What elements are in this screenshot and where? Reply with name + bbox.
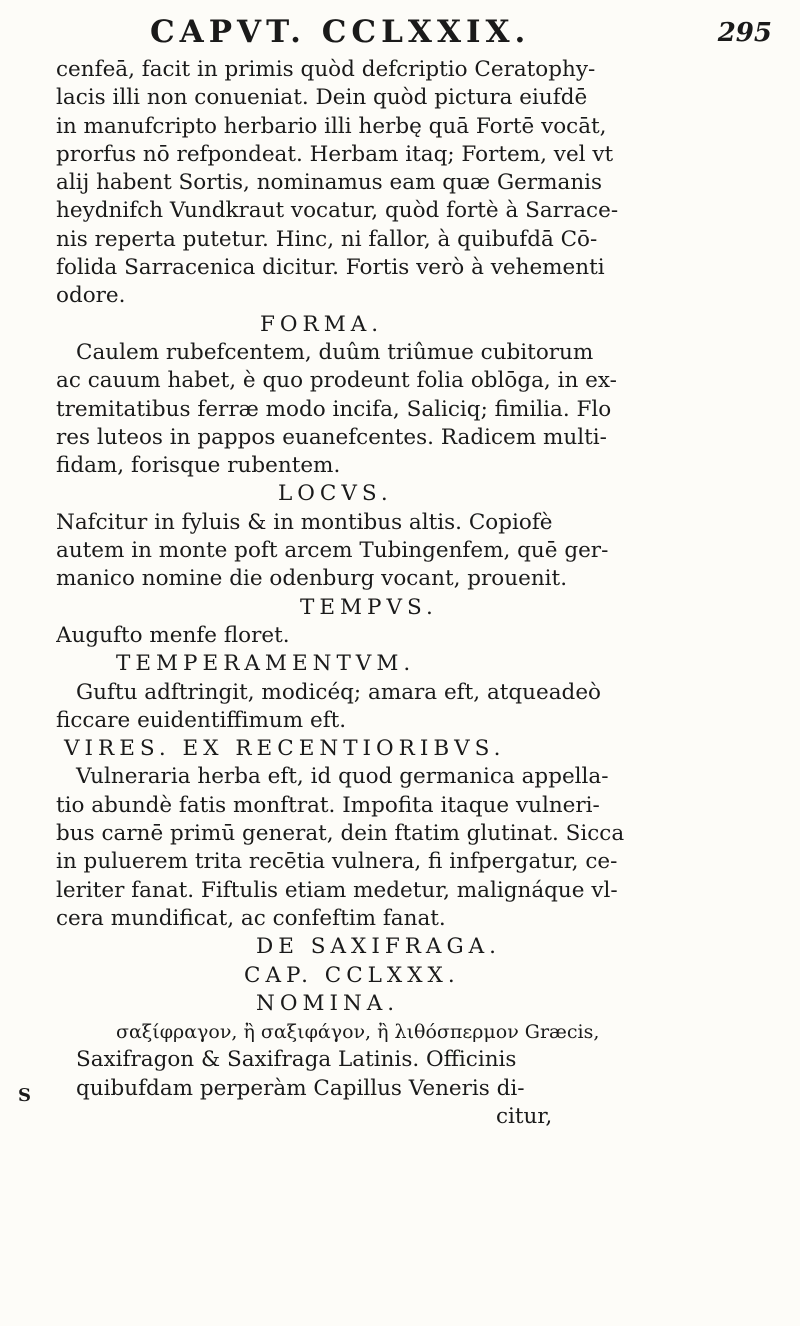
section-heading-forma: FORMA. xyxy=(260,311,384,337)
text-line: res luteos in pappos euanefcentes. Radicem multi- xyxy=(56,424,607,450)
text-line: alij habent Sortis, nominamus eam quæ Germanis xyxy=(56,170,603,196)
section-heading-tempus: TEMPVS. xyxy=(300,594,438,620)
chapter-number: CAP. CCLXXX. xyxy=(244,962,460,988)
text-line: in puluerem trita recētia vulnera, fi infpergatur, ce- xyxy=(56,849,618,875)
text-line: nis reperta putetur. Hinc, ni fallor, à quibufdā Cō- xyxy=(56,226,598,252)
text-line: manico nomine die odenburg vocant, prouenit. xyxy=(56,566,568,592)
text-line: heydnifch Vundkraut vocatur, quòd fortè à Sarrace- xyxy=(56,198,619,224)
running-head: CAPVT. CCLXXIX. xyxy=(150,14,531,50)
greek-names-line: σαξίφραγον, ἢ σαξιφάγον, ἢ λιθόσπερμον Græcis, xyxy=(116,1021,600,1044)
text-line: Guftu adftringit, modicéq; amara eft, atqueadeò xyxy=(76,679,601,705)
text-line: ac cauum habet, è quo prodeunt folia oblōga, in ex- xyxy=(56,368,617,394)
text-line: in manufcripto herbario illi herbę quā Fortē vocāt, xyxy=(56,113,607,139)
text-line: cera mundificat, ac confeftim fanat. xyxy=(56,905,446,931)
text-line: odore. xyxy=(56,283,126,309)
text-line: lacis illi non conueniat. Dein quòd pictura eiufdē xyxy=(56,85,588,111)
text-line: Vulneraria herba eft, id quod germanica appella- xyxy=(76,764,609,790)
text-line: autem in monte poft arcem Tubingenfem, quē ger- xyxy=(56,538,609,564)
section-heading-vires: VIRES. EX RECENTIORIBVS. xyxy=(64,736,506,762)
text-line: tremitatibus ferræ modo incifa, Saliciq; fimilia. Flo xyxy=(56,396,612,422)
catchword: citur, xyxy=(496,1103,553,1129)
margin-marker: S xyxy=(18,1085,31,1106)
text-line: ficcare euidentiffimum eft. xyxy=(56,707,347,733)
text-line: Saxifragon & Saxifraga Latinis. Officinis xyxy=(76,1047,517,1073)
text-line: prorfus nō refpondeat. Herbam itaq; Fortem, vel vt xyxy=(56,141,614,167)
page-number: 295 xyxy=(717,18,772,48)
text-line: Nafcitur in fyluis & in montibus altis. Copiofè xyxy=(56,509,553,535)
section-heading-nomina: NOMINA. xyxy=(256,990,400,1016)
section-heading-temperamentum: TEMPERAMENTVM. xyxy=(116,651,416,677)
text-line: cenfeā, facit in primis quòd defcriptio Ceratophy- xyxy=(56,57,596,82)
text-line: folida Sarracenica dicitur. Fortis verò à vehementi xyxy=(56,255,605,281)
body-text xyxy=(56,56,756,1131)
text-line: quibufdam perperàm Capillus Veneris di- xyxy=(76,1075,525,1101)
text-line: Caulem rubefcentem, duûm triûmue cubitorum xyxy=(76,339,594,365)
page-header xyxy=(150,14,790,60)
text-line: bus carnē primū generat, dein ftatim glutinat. Sicca xyxy=(56,821,625,847)
text-line: fidam, forisque rubentem. xyxy=(56,453,341,479)
text-line: leriter fanat. Fiftulis etiam medetur, malignáque vl- xyxy=(56,877,618,903)
text-line: Augufto menfe floret. xyxy=(56,622,290,648)
chapter-title: DE SAXIFRAGA. xyxy=(256,934,501,960)
section-heading-locus: LOCVS. xyxy=(278,481,393,507)
text-line: tio abundè fatis monftrat. Impofita itaque vulneri- xyxy=(56,792,600,818)
